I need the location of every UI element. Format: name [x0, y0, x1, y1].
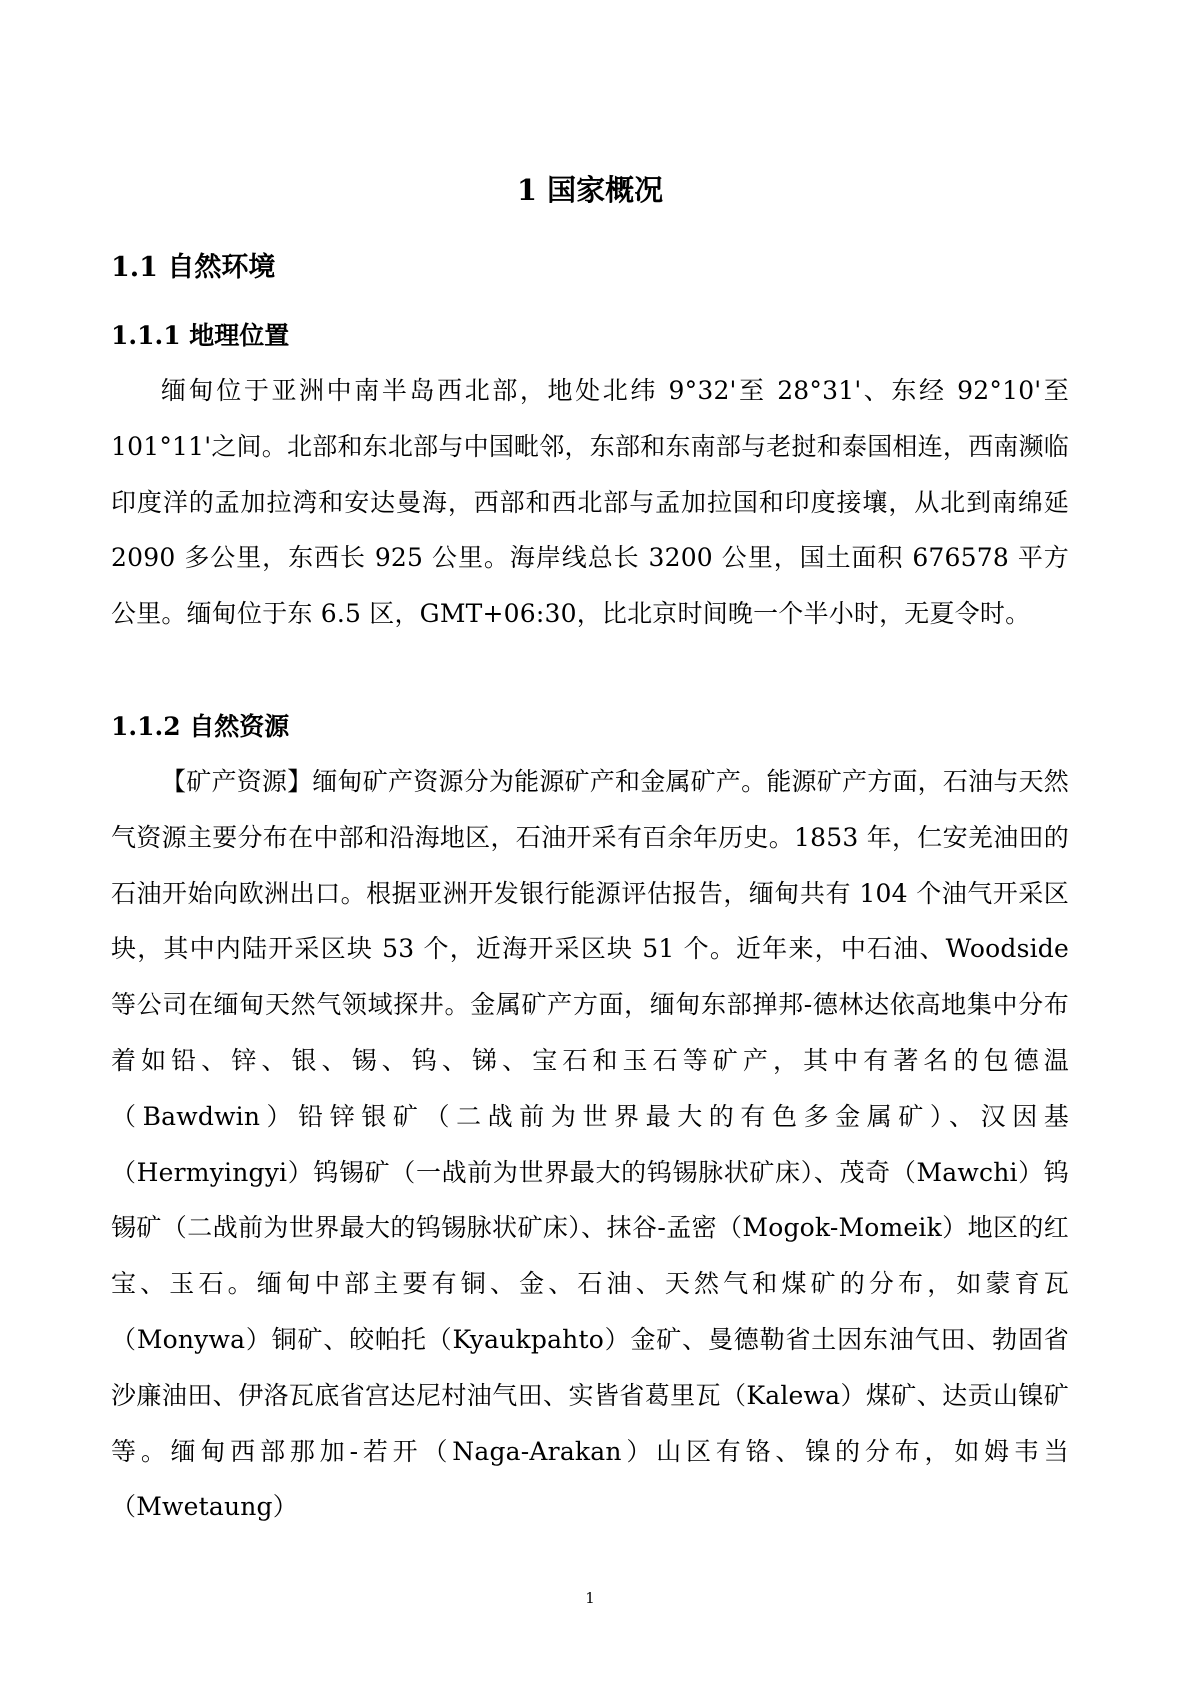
subsection-title-natural-resources: 1.1.2 自然资源 [111, 712, 290, 741]
chapter-title: 1 国家概况 [516, 173, 664, 207]
section-title: 1.1 自然环境 [111, 252, 276, 283]
page-number: 1 [585, 1589, 595, 1607]
paragraph-mineral-resources: 【矿产资源】缅甸矿产资源分为能源矿产和金属矿产。能源矿产方面，石油与天然气资源主要分布在中部和沿海地区，石油开采有百余年历史。1853 年，仁安羌油田的石油开始向欧洲出口。根据亚洲开发银行能源评估报告，缅甸共有 104 个油气开采区块，其中内陆开采区块 53 个，近海开采区块 51 个。近年来，中石油、Woodside 等公司在缅甸天然气领域探井。金属矿产方面，缅甸东部掸邦-德林达依高地集中分布着如铅、锌、银、锡、钨、锑、宝石和玉石等矿产，其中有著名的包德温（Bawdwin）铅锌银矿（二战前为世界最大的有色多金属矿）、汉因基（Hermyingyi）钨锡矿（一战前为世界最大的钨锡脉状矿床）、茂奇（Mawchi）钨锡矿（二战前为世界最大的钨锡脉状矿床）、抹谷-孟密（Mogok-Momeik）地区的红宝、玉石。缅甸中部主要有铜、金、石油、天然气和煤矿的分布，如蒙育瓦（Monywa）铜矿、皎帕托（Kyaukpahto）金矿、曼德勒省土因东油气田、勃固省沙廉油田、伊洛瓦底省宫达尼村油气田、实皆省葛里瓦（Kalewa）煤矿、达贡山镍矿等。缅甸西部那加-若开（Naga-Arakan）山区有铬、镍的分布，如姆韦当（Mwetaung） [111, 767, 1069, 1522]
subsection-title-geography: 1.1.1 地理位置 [111, 321, 290, 350]
paragraph-geography: 缅甸位于亚洲中南半岛西北部，地处北纬 9°32'至 28°31'、东经 92°10'至 101°11'之间。北部和东北部与中国毗邻，东部和东南部与老挝和泰国相连，西南濒临印度洋的孟加拉湾和安达曼海，西部和西北部与孟加拉国和印度接壤，从北到南绵延 2090 多公里，东西长 925 公里。海岸线总长 3200 公里，国土面积 676578 平方公里。缅甸位于东 6.5 区，GMT+06:30，比北京时间晚一个半小时，无夏令时。 [111, 376, 1069, 629]
